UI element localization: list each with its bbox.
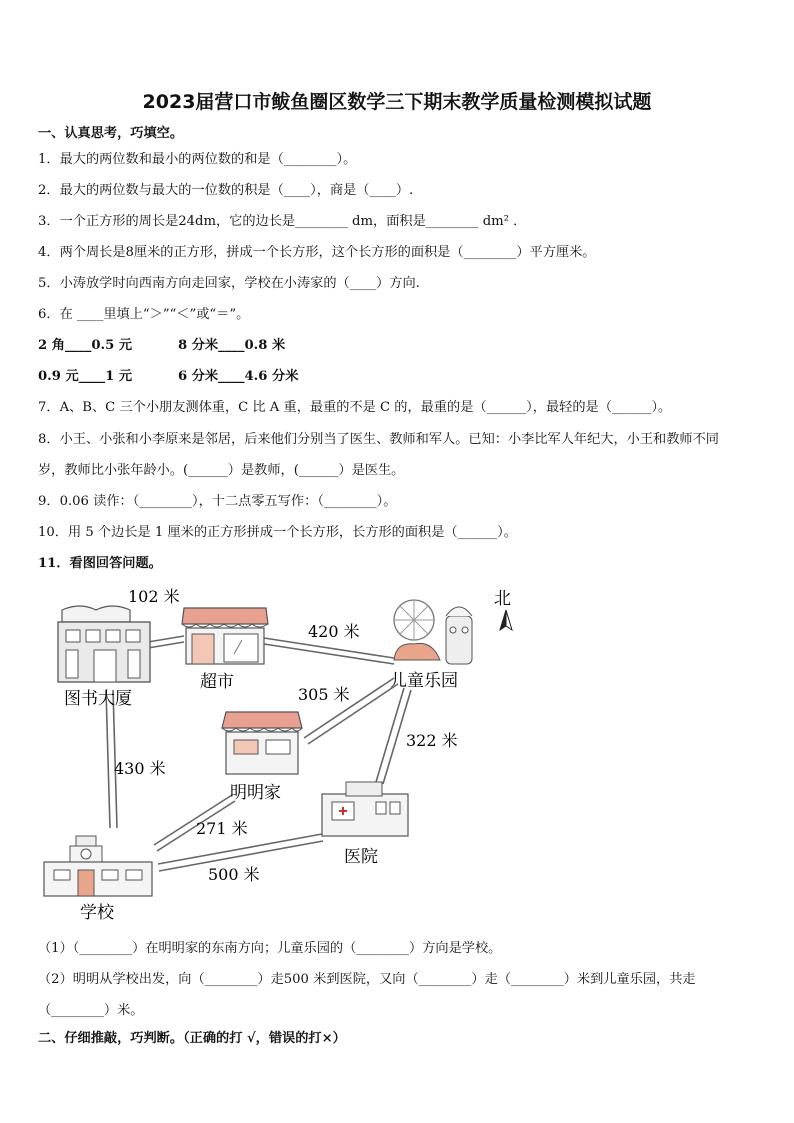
question-11-part-1: （1）（________）在明明家的东南方向；儿童乐园的（________）方向是学校。 [38, 941, 502, 956]
question-7: 7．A、B、C 三个小朋友测体重，C 比 A 重，最重的不是 C 的，最重的是（______），最轻的是（______）。 [38, 400, 672, 415]
distance-home-park: 305 米 [298, 685, 350, 704]
question-4: 4．两个周长是8厘米的正方形，拼成一个长方形，这个长方形的面积是（________）平方厘米。 [38, 245, 596, 260]
label-market: 超市 [200, 672, 234, 692]
question-3: 3．一个正方形的周长是24dm，它的边长是________ dm，面积是________ dm² ． [38, 214, 527, 229]
distance-school-home: 271 米 [196, 819, 248, 838]
question-10: 10．用 5 个边长是 1 厘米的正方形拼成一个长方形，长方形的面积是（______）。 [38, 525, 517, 540]
section-2-heading: 二、仔细推敲，巧判断。（正确的打 √，错误的打×） [38, 1031, 346, 1046]
distance-school-hospital: 500 米 [208, 865, 260, 884]
distance-park-hospital: 322 米 [406, 731, 458, 750]
label-library: 图书大厦 [64, 689, 132, 709]
question-11-part-2-line-1: （2）明明从学校出发，向（________）走500 米到医院，又向（________）走（________）米到儿童乐园，共走 [38, 972, 696, 987]
label-park: 儿童乐园 [390, 671, 458, 691]
distance-market-park: 420 米 [308, 622, 360, 641]
question-2: 2．最大的两位数与最大的一位数的积是（____），商是（____）. [38, 183, 414, 198]
section-1-heading: 一、认真思考，巧填空。 [38, 126, 184, 141]
hospital-icon [322, 782, 408, 836]
distance-library-school: 430 米 [114, 759, 166, 778]
question-6-row-a: 2 角____0.5 元 8 分米____0.8 米 [38, 338, 286, 353]
library-icon [58, 606, 150, 682]
question-6-row-b: 0.9 元____1 元 6 分米____4.6 分米 [38, 369, 299, 384]
question-9: 9．0.06 读作：（________），十二点零五写作：（________）。 [38, 494, 397, 509]
question-11-part-2-line-2: （________）米。 [38, 1003, 144, 1018]
park-icon [394, 600, 472, 664]
distance-library-market: 102 米 [128, 587, 180, 606]
question-5: 5．小涛放学时向西南方向走回家，学校在小涛家的（____）方向. [38, 276, 420, 291]
question-6: 6．在 ____里填上“＞”“＜”或“＝”。 [38, 307, 250, 322]
label-school: 学校 [80, 903, 114, 923]
question-1: 1．最大的两位数和最小的两位数的和是（________）。 [38, 152, 357, 167]
route-map [36, 580, 536, 925]
question-11: 11．看图回答问题。 [38, 556, 162, 571]
label-home: 明明家 [230, 783, 281, 803]
school-icon [44, 836, 152, 896]
home-icon [222, 712, 302, 774]
label-hospital: 医院 [344, 847, 378, 867]
page-title: 2023届营口市鲅鱼圈区数学三下期末教学质量检测模拟试题 [142, 91, 652, 113]
north-arrow-icon [500, 610, 506, 630]
question-8-line-1: 8．小王、小张和小李原来是邻居，后来他们分别当了医生、教师和军人。已知：小李比军人年纪大，小王和教师不同 [38, 432, 719, 447]
market-icon [182, 608, 268, 664]
north-label: 北 [494, 589, 511, 609]
question-8-line-2: 岁，教师比小张年龄小。(______）是教师，(______）是医生。 [38, 463, 405, 478]
